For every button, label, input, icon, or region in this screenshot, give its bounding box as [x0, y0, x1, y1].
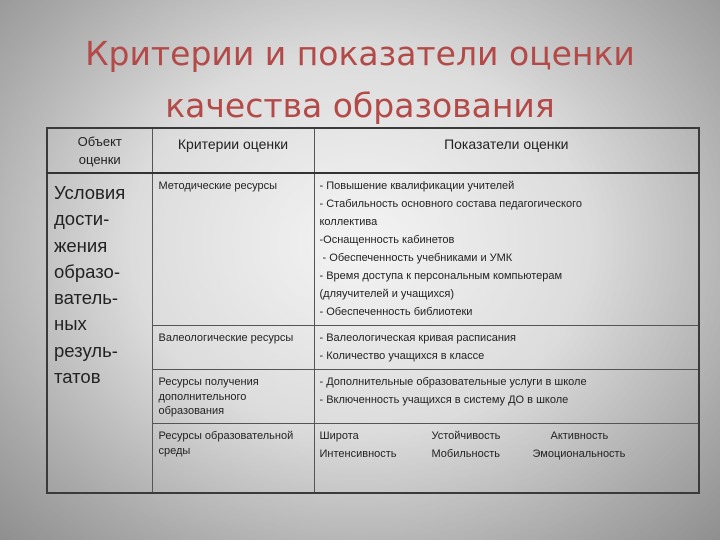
header-object-line-2: оценки: [78, 152, 121, 167]
header-object: [47, 128, 152, 173]
indicators-cell: [314, 370, 699, 424]
object-line: образо-: [54, 260, 120, 282]
indicator-line: - Обеспеченность учебниками и УМК: [319, 252, 513, 264]
object-line: Условия: [54, 182, 126, 203]
indicator-item: Интенсивность: [319, 448, 397, 460]
slide-title: [0, 28, 720, 132]
header-object-line-1: Объект: [77, 134, 122, 149]
object-line: ных: [54, 313, 87, 335]
slide-title-line-2: качества образования: [165, 86, 555, 126]
indicator-line: (дляучителей и учащихся): [319, 288, 454, 300]
object-cell: [47, 173, 152, 493]
criterion-cell: Ресурсы образовательной среды: [152, 424, 314, 494]
indicator-line: - Время доступа к персональным компьютерам: [319, 270, 563, 282]
criterion-cell: Валеологические ресурсы: [152, 326, 314, 370]
indicator-line: коллектива: [319, 216, 378, 228]
indicator-line: -Оснащенность кабинетов: [319, 234, 455, 246]
indicator-line: - Дополнительные образовательные услуги в школе: [319, 376, 587, 388]
indicators-cell: [314, 326, 699, 370]
indicator-item: Мобильность: [431, 448, 500, 460]
indicators-cell: [314, 424, 699, 494]
indicator-item: Устойчивость: [431, 430, 501, 442]
object-line: татов: [54, 366, 101, 388]
indicators-grid: [320, 427, 693, 463]
object-line: жения: [54, 234, 108, 256]
indicator-line: - Повышение квалификации учителей: [319, 180, 515, 192]
indicator-line: - Количество учащихся в классе: [319, 350, 485, 362]
header-indicators: Показатели оценки: [314, 128, 699, 173]
table-header-row: [47, 128, 699, 173]
indicator-line: - Стабильность основного состава педагогического: [319, 198, 582, 210]
criteria-table: [46, 127, 700, 494]
table-row-methodical: [47, 173, 699, 326]
indicator-line: - Валеологическая кривая расписания: [319, 332, 516, 344]
criterion-cell: Ресурсы получения дополнительного образования: [152, 370, 314, 424]
object-line: дости-: [54, 208, 110, 230]
indicators-cell: [314, 173, 699, 326]
slide-title-line-1: Критерии и показатели оценки: [85, 34, 635, 74]
indicator-line: - Включенность учащихся в систему ДО в школе: [319, 394, 569, 406]
header-criteria: Критерии оценки: [152, 128, 314, 173]
object-line: ватель-: [54, 287, 119, 309]
indicator-item: Широта: [319, 430, 359, 442]
criterion-cell: Методические ресурсы: [152, 173, 314, 326]
indicator-item: Активность: [550, 430, 609, 442]
indicator-item: Эмоциональность: [532, 448, 626, 460]
indicator-line: - Обеспеченность библиотеки: [319, 306, 473, 318]
object-line: резуль-: [54, 339, 118, 361]
